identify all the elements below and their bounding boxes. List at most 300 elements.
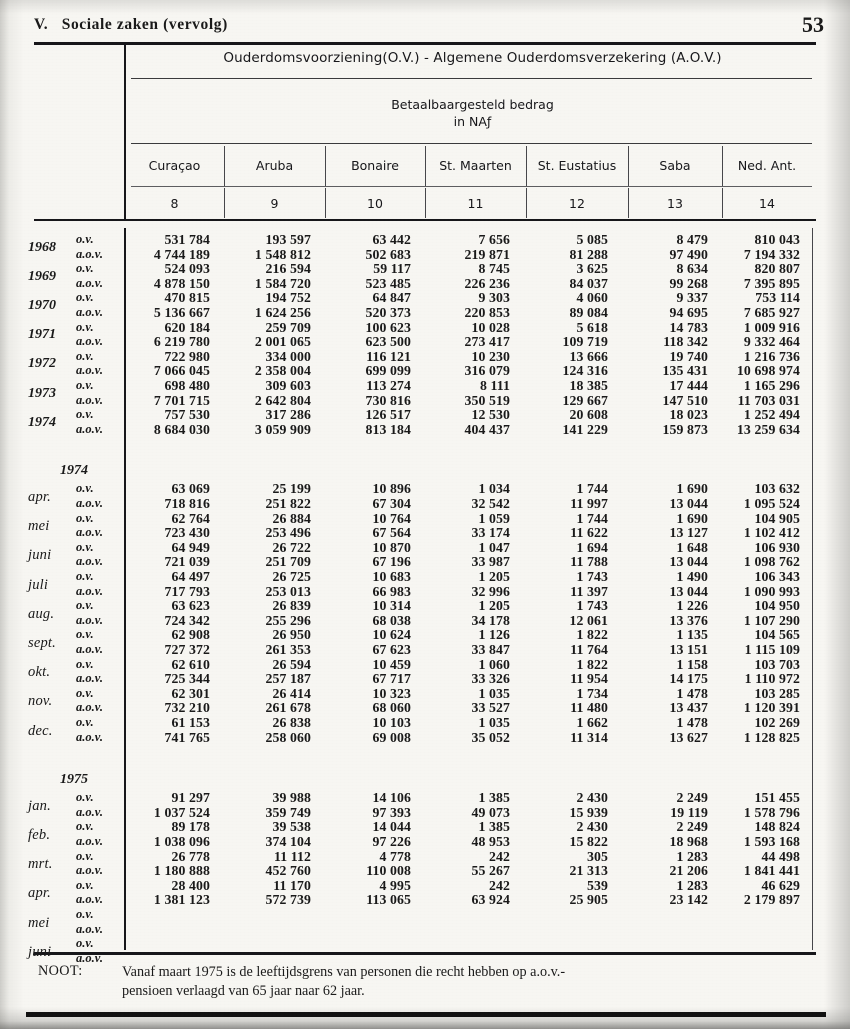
cell-ov-1974-okt-5: 1 822 xyxy=(576,656,608,672)
row-kind-label-aov-1975-mrt: a.o.v. xyxy=(76,863,103,878)
cell-ov-1974-apr-1: 63 069 xyxy=(171,481,210,497)
cell-ov-1975-feb-3: 14 044 xyxy=(372,819,411,835)
column-header-st-eustatius: St. Eustatius xyxy=(537,158,617,173)
cell-ov-1974-juni-1: 64 949 xyxy=(171,539,210,555)
cell-ov-1974-juni-7: 106 930 xyxy=(754,539,800,555)
cell-ov-1974-okt-6: 1 158 xyxy=(676,656,708,672)
cell-ov-1970-2: 194 752 xyxy=(265,290,311,306)
cell-aov-1974-mei-6: 13 127 xyxy=(669,525,708,541)
section-heading xyxy=(34,16,228,34)
cell-ov-1975-jan-5: 2 430 xyxy=(576,790,608,806)
cell-aov-1974-3: 813 184 xyxy=(365,421,411,437)
header-divider-3b xyxy=(425,188,426,218)
cell-ov-1972-3: 116 121 xyxy=(366,348,411,364)
cell-ov-1974-okt-7: 103 703 xyxy=(754,656,800,672)
cell-aov-1974-5: 141 229 xyxy=(562,421,608,437)
cell-aov-1974-sept-5: 11 764 xyxy=(570,642,608,657)
month-label-1975-mrt: mrt. xyxy=(28,856,53,873)
row-kind-label-ov-1974-apr: o.v. xyxy=(76,481,94,496)
cell-aov-1974-nov-2: 261 678 xyxy=(265,700,311,716)
cell-aov-1974-nov-5: 11 480 xyxy=(570,700,608,716)
cell-aov-1974-6: 159 873 xyxy=(662,421,708,437)
cell-aov-1970-4: 220 853 xyxy=(464,305,510,320)
cell-aov-1974-juni-3: 67 196 xyxy=(372,554,411,570)
cell-ov-1973-5: 18 385 xyxy=(569,378,608,393)
cell-ov-1972-6: 19 740 xyxy=(669,348,708,364)
cell-aov-1974-juli-4: 32 996 xyxy=(471,583,510,599)
month-label-1975-juni: juni xyxy=(28,943,52,960)
cell-aov-1972-1: 7 066 045 xyxy=(153,363,210,379)
cell-aov-1974-aug-1: 724 342 xyxy=(164,612,210,628)
cell-aov-1974-2: 3 059 909 xyxy=(254,421,311,437)
cell-ov-1974-juli-3: 10 683 xyxy=(372,569,411,584)
row-kind-label-ov-1974-juni: o.v. xyxy=(76,539,94,554)
cell-ov-1972-1: 722 980 xyxy=(164,348,210,364)
cell-aov-1975-feb-2: 374 104 xyxy=(265,834,311,849)
cell-ov-1973-7: 1 165 296 xyxy=(743,378,800,393)
cell-ov-1974-mei-6: 1 690 xyxy=(676,510,708,526)
cell-aov-1974-juli-3: 66 983 xyxy=(372,583,411,599)
cell-aov-1974-sept-4: 33 847 xyxy=(471,642,510,657)
cell-ov-1974-sept-1: 62 908 xyxy=(171,627,210,643)
column-header-curacao: Curaçao xyxy=(148,158,201,173)
month-label-1974-mei: mei xyxy=(28,518,50,535)
cell-aov-1974-apr-3: 67 304 xyxy=(372,496,411,511)
cell-ov-1969-6: 8 634 xyxy=(676,261,708,277)
cell-ov-1975-jan-7: 151 455 xyxy=(754,790,800,806)
header-divider-3 xyxy=(425,146,426,186)
cell-ov-1974-2: 317 286 xyxy=(265,407,311,423)
row-kind-label-ov-1969: o.v. xyxy=(76,261,94,276)
cell-aov-1975-jan-7: 1 578 796 xyxy=(743,804,800,820)
cell-ov-1974-aug-6: 1 226 xyxy=(676,598,708,614)
cell-aov-1975-apr-5: 25 905 xyxy=(569,892,608,908)
cell-ov-1974-aug-1: 63 623 xyxy=(171,598,210,614)
cell-aov-1973-7: 11 703 031 xyxy=(737,392,800,408)
cell-aov-1974-juli-6: 13 044 xyxy=(669,583,708,599)
cell-aov-1974-mei-2: 253 496 xyxy=(265,525,311,541)
header-divider-1 xyxy=(224,146,225,186)
cell-aov-1975-feb-4: 48 953 xyxy=(471,834,510,849)
row-kind-label-aov-1974-juni: a.o.v. xyxy=(76,554,103,569)
cell-ov-1971-4: 10 028 xyxy=(471,319,510,335)
cell-ov-1974-sept-4: 1 126 xyxy=(478,627,510,643)
column-number-9: 9 xyxy=(270,196,279,211)
cell-aov-1974-mei-3: 67 564 xyxy=(372,525,411,541)
cell-aov-1974-okt-1: 725 344 xyxy=(164,671,210,687)
cell-aov-1972-6: 135 431 xyxy=(662,363,708,379)
cell-ov-1975-mrt-7: 44 498 xyxy=(761,848,800,864)
cell-ov-1974-dec-2: 26 838 xyxy=(272,715,311,730)
cell-ov-1974-juni-5: 1 694 xyxy=(576,539,608,555)
row-kind-label-aov-1974-apr: a.o.v. xyxy=(76,496,103,510)
header-divider-5 xyxy=(628,146,629,186)
cell-ov-1975-mrt-5: 305 xyxy=(587,848,608,864)
cell-aov-1975-feb-5: 15 822 xyxy=(569,834,608,849)
cell-aov-1975-apr-1: 1 381 123 xyxy=(153,892,210,908)
cell-ov-1974-nov-5: 1 734 xyxy=(576,685,608,701)
cell-ov-1968-4: 7 656 xyxy=(478,232,510,247)
row-kind-label-aov-1974-nov: a.o.v. xyxy=(76,700,103,715)
page-bottom-edge xyxy=(26,1012,826,1017)
cell-ov-1975-feb-7: 148 824 xyxy=(754,819,800,835)
header-divider-6 xyxy=(722,146,723,186)
row-kind-label-aov-1975-juni: a.o.v. xyxy=(76,950,103,965)
cell-aov-1974-mei-5: 11 622 xyxy=(570,525,608,541)
year-label-1972: 1972 xyxy=(28,356,56,372)
footnote-line-2: pensioen verlaagd van 65 jaar naar 62 jaar. xyxy=(122,983,365,999)
cell-aov-1970-7: 7 685 927 xyxy=(743,305,800,320)
table-left-vertical-rule xyxy=(124,44,126,219)
row-kind-label-aov-1975-apr: a.o.v. xyxy=(76,892,103,907)
cell-ov-1971-5: 5 618 xyxy=(576,319,608,335)
cell-ov-1971-1: 620 184 xyxy=(164,319,210,335)
row-kind-label-ov-1973: o.v. xyxy=(76,378,94,392)
cell-aov-1975-mrt-5: 21 313 xyxy=(569,863,608,879)
cell-aov-1975-mrt-3: 110 008 xyxy=(366,863,411,879)
cell-ov-1975-jan-1: 91 297 xyxy=(171,790,210,806)
cell-ov-1969-4: 8 745 xyxy=(478,261,510,277)
cell-aov-1975-feb-1: 1 038 096 xyxy=(153,834,210,849)
cell-ov-1974-sept-5: 1 822 xyxy=(576,627,608,643)
table-subtitle-line2: in NAƒ xyxy=(453,114,492,129)
cell-aov-1975-apr-6: 23 142 xyxy=(669,892,708,908)
cell-ov-1973-2: 309 603 xyxy=(265,378,311,393)
cell-aov-1974-mei-1: 723 430 xyxy=(164,525,210,541)
year-label-1969: 1969 xyxy=(28,268,56,284)
cell-aov-1973-6: 147 510 xyxy=(662,392,708,408)
cell-aov-1969-1: 4 878 150 xyxy=(153,275,210,291)
cell-aov-1974-okt-4: 33 326 xyxy=(471,671,510,687)
cell-ov-1974-apr-6: 1 690 xyxy=(676,481,708,497)
month-label-1974-nov: nov. xyxy=(28,693,53,710)
row-kind-label-ov-1974: o.v. xyxy=(76,407,94,422)
month-label-1974-aug: aug. xyxy=(28,605,55,622)
row-kind-label-aov-1968: a.o.v. xyxy=(76,246,103,261)
cell-aov-1973-1: 7 701 715 xyxy=(153,392,210,408)
column-number-8: 8 xyxy=(170,196,179,211)
cell-aov-1975-mrt-6: 21 206 xyxy=(669,863,708,879)
cell-aov-1971-6: 118 342 xyxy=(663,334,708,350)
cell-ov-1975-feb-1: 89 178 xyxy=(171,819,210,835)
cell-ov-1974-dec-6: 1 478 xyxy=(676,715,708,730)
cell-ov-1969-1: 524 093 xyxy=(164,261,210,277)
cell-ov-1975-jan-2: 39 988 xyxy=(272,790,311,806)
cell-aov-1974-apr-1: 718 816 xyxy=(164,496,210,511)
cell-ov-1972-5: 13 666 xyxy=(569,348,608,364)
cell-ov-1975-feb-5: 2 430 xyxy=(576,819,608,835)
cell-ov-1974-nov-6: 1 478 xyxy=(676,685,708,701)
cell-aov-1971-1: 6 219 780 xyxy=(153,334,210,350)
cell-aov-1974-juli-1: 717 793 xyxy=(164,583,210,599)
row-kind-label-aov-1975-jan: a.o.v. xyxy=(76,804,103,819)
cell-ov-1974-nov-2: 26 414 xyxy=(272,685,311,701)
row-kind-label-aov-1974-okt: a.o.v. xyxy=(76,671,103,686)
section-title: Sociale zaken (vervolg) xyxy=(61,16,228,33)
table-bottom-rule xyxy=(34,952,816,955)
month-label-1974-okt: okt. xyxy=(28,664,51,681)
cell-aov-1974-juni-4: 33 987 xyxy=(471,554,510,570)
cell-aov-1974-sept-7: 1 115 109 xyxy=(744,642,800,657)
colname-underline xyxy=(131,186,812,187)
cell-ov-1974-aug-3: 10 314 xyxy=(372,598,411,614)
cell-aov-1974-okt-5: 11 954 xyxy=(570,671,608,687)
cell-ov-1974-okt-4: 1 060 xyxy=(478,656,510,672)
cell-aov-1974-juni-2: 251 709 xyxy=(265,554,311,570)
cell-aov-1969-3: 523 485 xyxy=(365,275,411,291)
cell-aov-1974-aug-5: 12 061 xyxy=(569,612,608,628)
cell-aov-1975-apr-2: 572 739 xyxy=(265,892,311,908)
cell-ov-1975-apr-2: 11 170 xyxy=(273,877,311,893)
section-number: V. xyxy=(34,16,49,33)
cell-ov-1975-apr-5: 539 xyxy=(587,877,608,893)
cell-ov-1969-5: 3 625 xyxy=(576,261,608,277)
cell-ov-1975-mrt-2: 11 112 xyxy=(273,848,311,864)
cell-ov-1974-juli-5: 1 743 xyxy=(576,569,608,584)
cell-aov-1974-sept-2: 261 353 xyxy=(265,642,311,657)
year-label-1973: 1973 xyxy=(28,385,56,401)
row-kind-label-aov-1971: a.o.v. xyxy=(76,334,103,349)
cell-ov-1974-juli-4: 1 205 xyxy=(478,569,510,584)
cell-aov-1975-mrt-4: 55 267 xyxy=(471,863,510,879)
cell-aov-1971-2: 2 001 065 xyxy=(254,334,311,350)
footnote-text xyxy=(122,963,812,1001)
cell-aov-1974-dec-4: 35 052 xyxy=(471,729,510,745)
cell-ov-1975-apr-3: 4 995 xyxy=(379,877,411,893)
header-divider-4 xyxy=(526,146,527,186)
cell-ov-1974-apr-7: 103 632 xyxy=(754,481,800,497)
cell-aov-1969-5: 84 037 xyxy=(569,275,608,291)
spanner-underline xyxy=(131,78,812,79)
year-label-1974: 1974 xyxy=(28,414,56,430)
cell-aov-1974-okt-6: 14 175 xyxy=(669,671,708,687)
cell-ov-1975-mrt-6: 1 283 xyxy=(676,848,708,864)
row-kind-label-ov-1975-jan: o.v. xyxy=(76,790,94,805)
column-number-10: 10 xyxy=(367,196,383,211)
cell-aov-1974-juli-5: 11 397 xyxy=(570,583,608,599)
cell-ov-1975-feb-2: 39 538 xyxy=(272,819,311,835)
header-divider-6b xyxy=(722,188,723,218)
cell-ov-1974-apr-3: 10 896 xyxy=(372,481,411,497)
column-header-ned-ant: Ned. Ant. xyxy=(737,158,797,173)
cell-aov-1975-jan-6: 19 119 xyxy=(670,804,708,820)
row-kind-label-ov-1974-sept: o.v. xyxy=(76,627,94,642)
monthly-year-label-1975: 1975 xyxy=(60,772,88,788)
row-kind-label-ov-1974-juli: o.v. xyxy=(76,569,94,583)
cell-aov-1974-aug-2: 255 296 xyxy=(265,612,311,628)
row-kind-label-ov-1968: o.v. xyxy=(76,232,94,246)
page-header xyxy=(34,12,824,40)
cell-aov-1974-dec-6: 13 627 xyxy=(669,729,708,745)
cell-ov-1968-6: 8 479 xyxy=(676,232,708,247)
row-kind-label-aov-1974-sept: a.o.v. xyxy=(76,642,103,656)
page-number: 53 xyxy=(802,12,824,37)
row-kind-label-aov-1974-aug: a.o.v. xyxy=(76,612,103,627)
cell-aov-1974-juni-5: 11 788 xyxy=(570,554,608,570)
row-kind-label-aov-1970: a.o.v. xyxy=(76,305,103,319)
cell-ov-1971-3: 100 623 xyxy=(365,319,411,335)
cell-aov-1973-3: 730 816 xyxy=(365,392,411,408)
cell-aov-1974-apr-7: 1 095 524 xyxy=(743,496,800,511)
cell-aov-1968-5: 81 288 xyxy=(569,246,608,262)
cell-ov-1974-mei-5: 1 744 xyxy=(576,510,608,526)
cell-aov-1974-nov-4: 33 527 xyxy=(471,700,510,716)
row-kind-label-ov-1975-mei: o.v. xyxy=(76,907,94,921)
footnote-tag: NOOT: xyxy=(38,963,83,979)
cell-ov-1974-mei-3: 10 764 xyxy=(372,510,411,526)
row-kind-label-aov-1974: a.o.v. xyxy=(76,421,103,436)
cell-ov-1968-1: 531 784 xyxy=(164,232,210,247)
cell-ov-1974-dec-1: 61 153 xyxy=(171,715,210,730)
cell-aov-1974-dec-1: 741 765 xyxy=(164,729,210,745)
cell-ov-1974-aug-7: 104 950 xyxy=(754,598,800,614)
cell-aov-1975-jan-3: 97 393 xyxy=(372,804,411,820)
row-kind-label-aov-1974-dec: a.o.v. xyxy=(76,729,103,744)
cell-aov-1973-5: 129 667 xyxy=(562,392,608,408)
month-label-1974-juni: juni xyxy=(28,547,52,564)
cell-aov-1974-sept-1: 727 372 xyxy=(164,642,210,657)
cell-aov-1974-nov-6: 13 437 xyxy=(669,700,708,716)
cell-ov-1974-sept-3: 10 624 xyxy=(372,627,411,643)
cell-aov-1974-1: 8 684 030 xyxy=(153,421,210,437)
row-kind-label-ov-1975-mrt: o.v. xyxy=(76,848,94,863)
cell-ov-1974-nov-7: 103 285 xyxy=(754,685,800,701)
row-kind-label-ov-1974-okt: o.v. xyxy=(76,656,94,671)
cell-aov-1974-7: 13 259 634 xyxy=(736,421,800,437)
cell-ov-1974-juli-2: 26 725 xyxy=(272,569,311,584)
header-bottom-rule xyxy=(34,219,816,221)
cell-ov-1975-mrt-4: 242 xyxy=(489,848,510,864)
cell-ov-1974-sept-6: 1 135 xyxy=(676,627,708,643)
cell-ov-1974-dec-4: 1 035 xyxy=(478,715,510,730)
month-label-1975-apr: apr. xyxy=(28,885,51,902)
cell-aov-1972-4: 316 079 xyxy=(464,363,510,379)
cell-ov-1974-sept-2: 26 950 xyxy=(272,627,311,643)
table-body xyxy=(0,226,850,965)
cell-aov-1972-2: 2 358 004 xyxy=(254,363,311,379)
cell-ov-1974-dec-5: 1 662 xyxy=(576,715,608,730)
cell-ov-1975-jan-6: 2 249 xyxy=(676,790,708,806)
cell-aov-1974-4: 404 437 xyxy=(464,421,510,437)
cell-ov-1974-juli-6: 1 490 xyxy=(676,569,708,584)
cell-aov-1975-feb-7: 1 593 168 xyxy=(743,834,800,849)
row-kind-label-ov-1974-mei: o.v. xyxy=(76,510,94,525)
cell-ov-1975-apr-1: 28 400 xyxy=(171,877,210,893)
cell-ov-1975-jan-3: 14 106 xyxy=(372,790,411,806)
cell-ov-1968-5: 5 085 xyxy=(576,232,608,247)
cell-aov-1974-juni-1: 721 039 xyxy=(164,554,210,570)
cell-ov-1974-sept-7: 104 565 xyxy=(754,627,800,643)
column-number-11: 11 xyxy=(467,196,484,211)
cell-ov-1974-apr-2: 25 199 xyxy=(272,481,311,497)
row-kind-label-aov-1973: a.o.v. xyxy=(76,392,103,407)
row-kind-label-aov-1969: a.o.v. xyxy=(76,275,103,290)
column-number-14: 14 xyxy=(759,196,775,211)
cell-ov-1975-jan-4: 1 385 xyxy=(478,790,510,806)
row-kind-label-ov-1970: o.v. xyxy=(76,290,94,305)
cell-aov-1974-apr-6: 13 044 xyxy=(669,496,708,511)
cell-ov-1975-mrt-1: 26 778 xyxy=(171,848,210,864)
row-kind-label-ov-1974-aug: o.v. xyxy=(76,598,94,613)
cell-ov-1968-7: 810 043 xyxy=(754,232,800,247)
cell-ov-1974-nov-3: 10 323 xyxy=(372,685,411,701)
cell-ov-1974-juli-7: 106 343 xyxy=(754,569,800,584)
row-kind-label-ov-1975-feb: o.v. xyxy=(76,819,94,834)
column-header-bonaire: Bonaire xyxy=(351,158,399,173)
cell-ov-1970-1: 470 815 xyxy=(164,290,210,306)
table-subtitle-line1: Betaalbaargesteld bedrag xyxy=(391,97,554,112)
cell-ov-1974-juli-1: 64 497 xyxy=(171,569,210,584)
column-header-aruba: Aruba xyxy=(255,158,294,173)
cell-aov-1970-5: 89 084 xyxy=(569,305,608,320)
cell-aov-1971-3: 623 500 xyxy=(365,334,411,350)
row-kind-label-ov-1971: o.v. xyxy=(76,319,94,334)
row-kind-label-ov-1972: o.v. xyxy=(76,348,94,363)
row-kind-label-ov-1975-apr: o.v. xyxy=(76,877,94,892)
cell-ov-1973-6: 17 444 xyxy=(669,378,708,393)
cell-ov-1969-7: 820 807 xyxy=(754,261,800,277)
cell-ov-1971-7: 1 009 916 xyxy=(743,319,800,335)
cell-aov-1974-dec-5: 11 314 xyxy=(570,729,608,745)
cell-ov-1974-apr-4: 1 034 xyxy=(478,481,510,497)
month-label-1974-sept: sept. xyxy=(28,634,56,651)
month-label-1974-dec: dec. xyxy=(28,722,53,739)
cell-ov-1974-mei-4: 1 059 xyxy=(478,510,510,526)
cell-ov-1974-aug-5: 1 743 xyxy=(576,598,608,614)
table-subtitle xyxy=(131,96,814,130)
cell-ov-1974-4: 12 530 xyxy=(471,407,510,423)
cell-ov-1973-4: 8 111 xyxy=(479,378,510,393)
cell-ov-1973-1: 698 480 xyxy=(164,378,210,393)
cell-aov-1975-mrt-7: 1 841 441 xyxy=(743,863,800,879)
cell-aov-1969-6: 99 268 xyxy=(669,275,708,291)
cell-aov-1974-sept-3: 67 623 xyxy=(372,642,411,657)
cell-ov-1975-apr-7: 46 629 xyxy=(761,877,800,893)
cell-aov-1970-1: 5 136 667 xyxy=(153,305,210,320)
row-kind-label-aov-1975-feb: a.o.v. xyxy=(76,834,103,848)
cell-aov-1968-1: 4 744 189 xyxy=(153,246,210,262)
cell-ov-1975-apr-6: 1 283 xyxy=(676,877,708,893)
cell-aov-1973-2: 2 642 804 xyxy=(254,392,311,408)
cell-aov-1968-3: 502 683 xyxy=(365,246,411,262)
cell-aov-1974-mei-7: 1 102 412 xyxy=(743,525,800,541)
cell-ov-1974-aug-2: 26 839 xyxy=(272,598,311,614)
cell-aov-1974-juli-2: 253 013 xyxy=(265,583,311,599)
column-number-13: 13 xyxy=(667,196,683,211)
month-label-1974-apr: apr. xyxy=(28,488,51,505)
cell-aov-1968-7: 7 194 332 xyxy=(743,246,800,262)
cell-aov-1975-apr-7: 2 179 897 xyxy=(743,892,800,908)
cell-aov-1970-6: 94 695 xyxy=(669,305,708,320)
cell-aov-1970-2: 1 624 256 xyxy=(254,305,311,320)
row-kind-label-ov-1974-dec: o.v. xyxy=(76,715,94,729)
row-kind-label-aov-1974-mei: a.o.v. xyxy=(76,525,103,540)
month-label-1975-mei: mei xyxy=(28,914,50,931)
row-kind-label-ov-1975-juni: o.v. xyxy=(76,936,94,951)
cell-ov-1970-7: 753 114 xyxy=(755,290,800,306)
cell-ov-1974-juni-3: 10 870 xyxy=(372,539,411,555)
cell-ov-1974-nov-1: 62 301 xyxy=(171,685,210,701)
cell-aov-1975-feb-6: 18 968 xyxy=(669,834,708,849)
cell-ov-1970-4: 9 303 xyxy=(478,290,510,306)
cell-aov-1975-mrt-2: 452 760 xyxy=(265,863,311,879)
header-divider-4b xyxy=(526,188,527,218)
cell-aov-1975-apr-4: 63 924 xyxy=(471,892,510,908)
header-divider-2 xyxy=(325,146,326,186)
cell-ov-1974-juni-6: 1 648 xyxy=(676,539,708,555)
cell-ov-1974-mei-7: 104 905 xyxy=(754,510,800,526)
cell-ov-1972-7: 1 216 736 xyxy=(743,348,800,364)
